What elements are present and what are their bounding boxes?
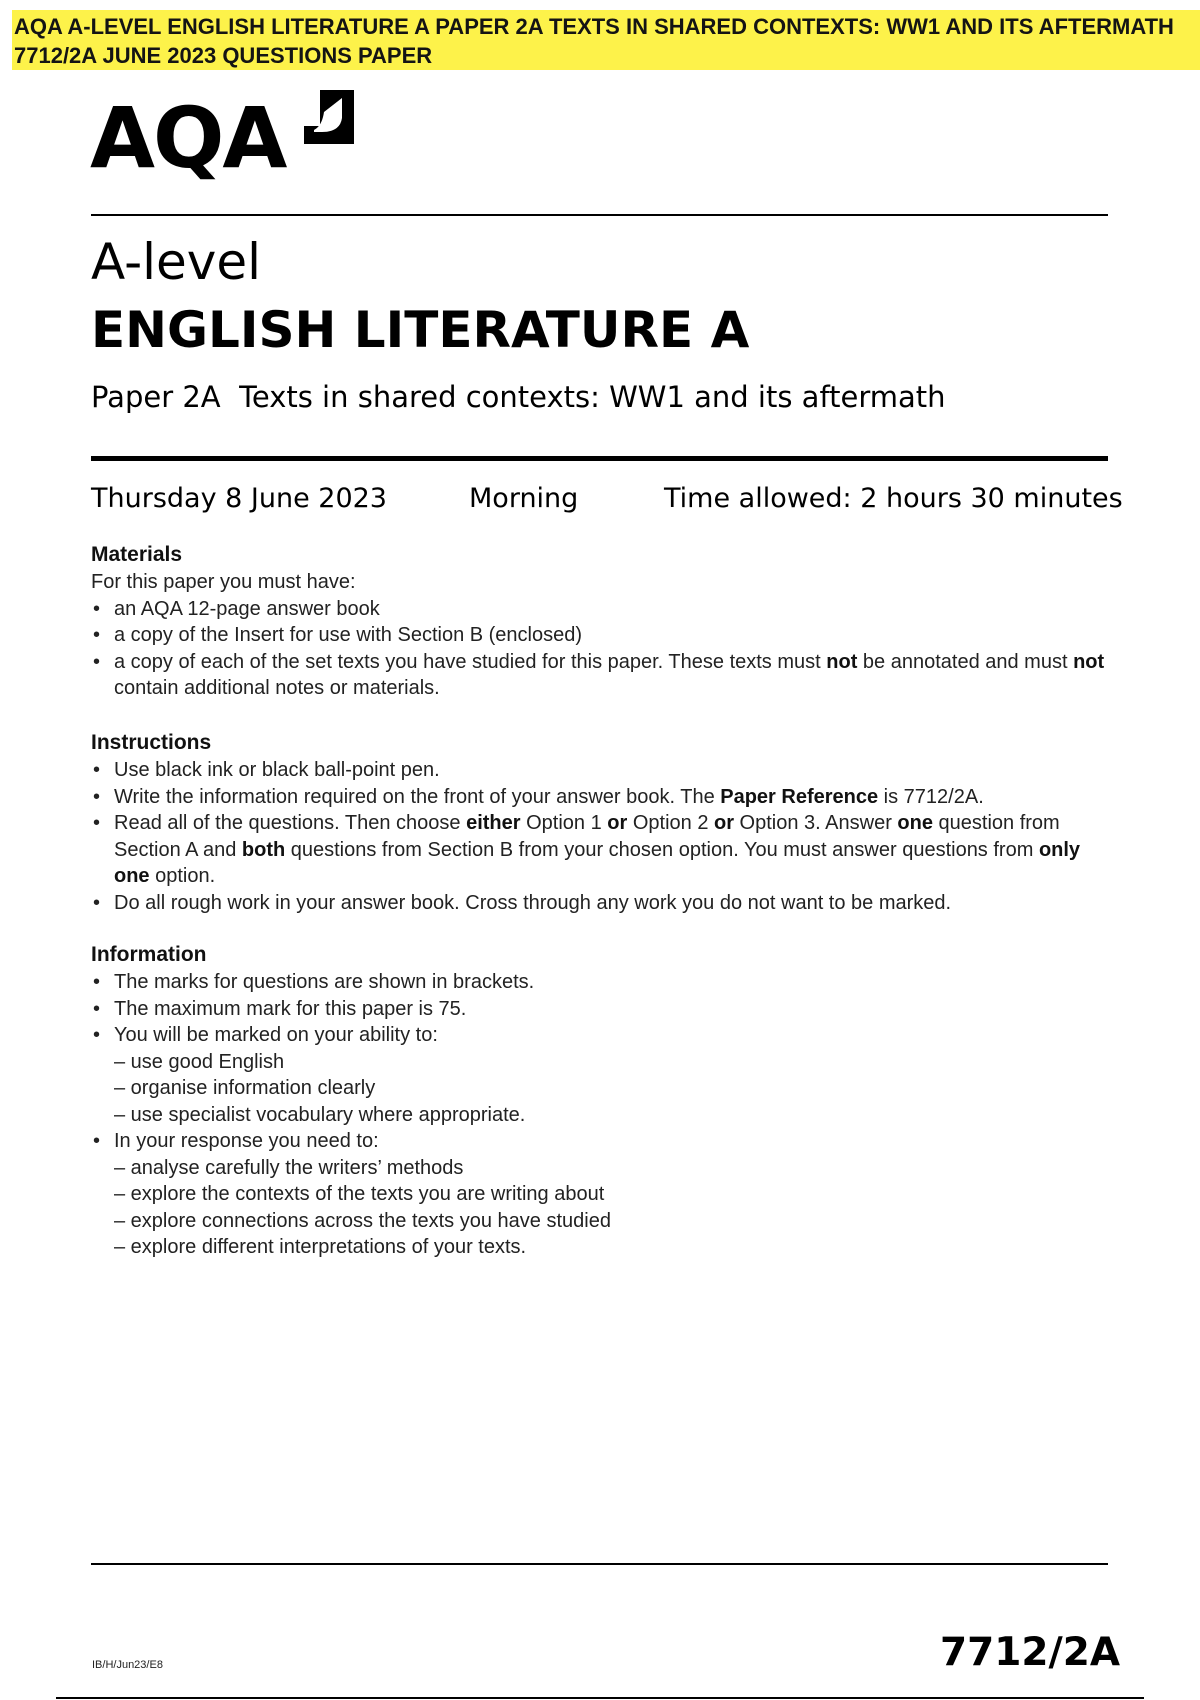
sub-list-item: – explore the contexts of the texts you are writing about	[114, 1183, 605, 1205]
list-item: • The maximum mark for this paper is 75.	[91, 996, 1111, 1023]
instructions-section	[91, 729, 1111, 916]
information-heading: Information	[91, 943, 207, 966]
sub-list-item: – organise information clearly	[114, 1077, 376, 1099]
list-item: • a copy of the Insert for use with Section B (enclosed)	[91, 622, 1111, 649]
page-bottom-edge	[56, 1697, 1144, 1699]
materials-section	[91, 541, 1111, 702]
list-item: • Use black ink or black ball-point pen.	[91, 757, 1111, 784]
list-item: • The marks for questions are shown in brackets.	[91, 969, 1111, 996]
sub-list-item: – explore connections across the texts you have studied	[114, 1209, 611, 1232]
sub-list-item: – analyse carefully the writers’ methods	[114, 1156, 464, 1179]
information-list	[91, 969, 1111, 1261]
list-item: • a copy of each of the set texts you have studied for this paper. These texts must not be annotated and must not contain additional notes or materials.	[91, 649, 1111, 702]
sub-list-item: – use specialist vocabulary where appropriate.	[114, 1103, 526, 1126]
qualification-level: A-level	[91, 233, 262, 291]
list-item: • Read all of the questions. Then choose either Option 1 or Option 2 or Option 3. Answer one question from Section A and both questions from Section B from your chosen option. You must answer questions from only one option.	[91, 810, 1111, 890]
paper-reference: 7712/2A	[940, 1630, 1121, 1675]
title-divider	[91, 456, 1108, 461]
exam-session: Morning	[469, 483, 579, 514]
list-item: • an AQA 12-page answer book	[91, 596, 1111, 623]
footer-code: IB/H/Jun23/E8	[92, 1659, 163, 1671]
list-item: • Write the information required on the front of your answer book. The Paper Reference is 7712/2A.	[91, 784, 1111, 811]
exam-date: Thursday 8 June 2023	[91, 483, 387, 514]
sub-list-item: – explore different interpretations of your texts.	[114, 1236, 527, 1258]
time-allowed: Time allowed: 2 hours 30 minutes	[664, 483, 1123, 514]
materials-list	[91, 596, 1111, 702]
aqa-logo-text: AQA	[90, 89, 286, 187]
aqa-logo	[90, 88, 360, 188]
list-item: • You will be marked on your ability to:	[91, 1022, 1111, 1049]
subject-title: ENGLISH LITERATURE A	[91, 301, 750, 359]
instructions-heading: Instructions	[91, 731, 212, 754]
document-title-banner: AQA A-LEVEL ENGLISH LITERATURE A PAPER 2A TEXTS IN SHARED CONTEXTS: WW1 AND ITS AFTERMATH 7712/2A JUNE 2023 QUESTIONS PAPER	[12, 10, 1200, 70]
header-divider	[91, 214, 1108, 216]
materials-heading: Materials	[91, 543, 183, 566]
information-section	[91, 941, 1111, 1261]
materials-intro: For this paper you must have:	[91, 571, 356, 593]
instructions-list	[91, 757, 1111, 916]
list-item: • Do all rough work in your answer book. Cross through any work you do not want to be marked.	[91, 890, 1111, 917]
sub-list-item: – use good English	[114, 1050, 285, 1073]
list-item: • In your response you need to:	[91, 1128, 1111, 1155]
paper-title: Paper 2A Texts in shared contexts: WW1 and its aftermath	[91, 380, 946, 414]
footer-divider	[91, 1563, 1108, 1565]
aqa-logo-mark-icon	[300, 88, 356, 148]
